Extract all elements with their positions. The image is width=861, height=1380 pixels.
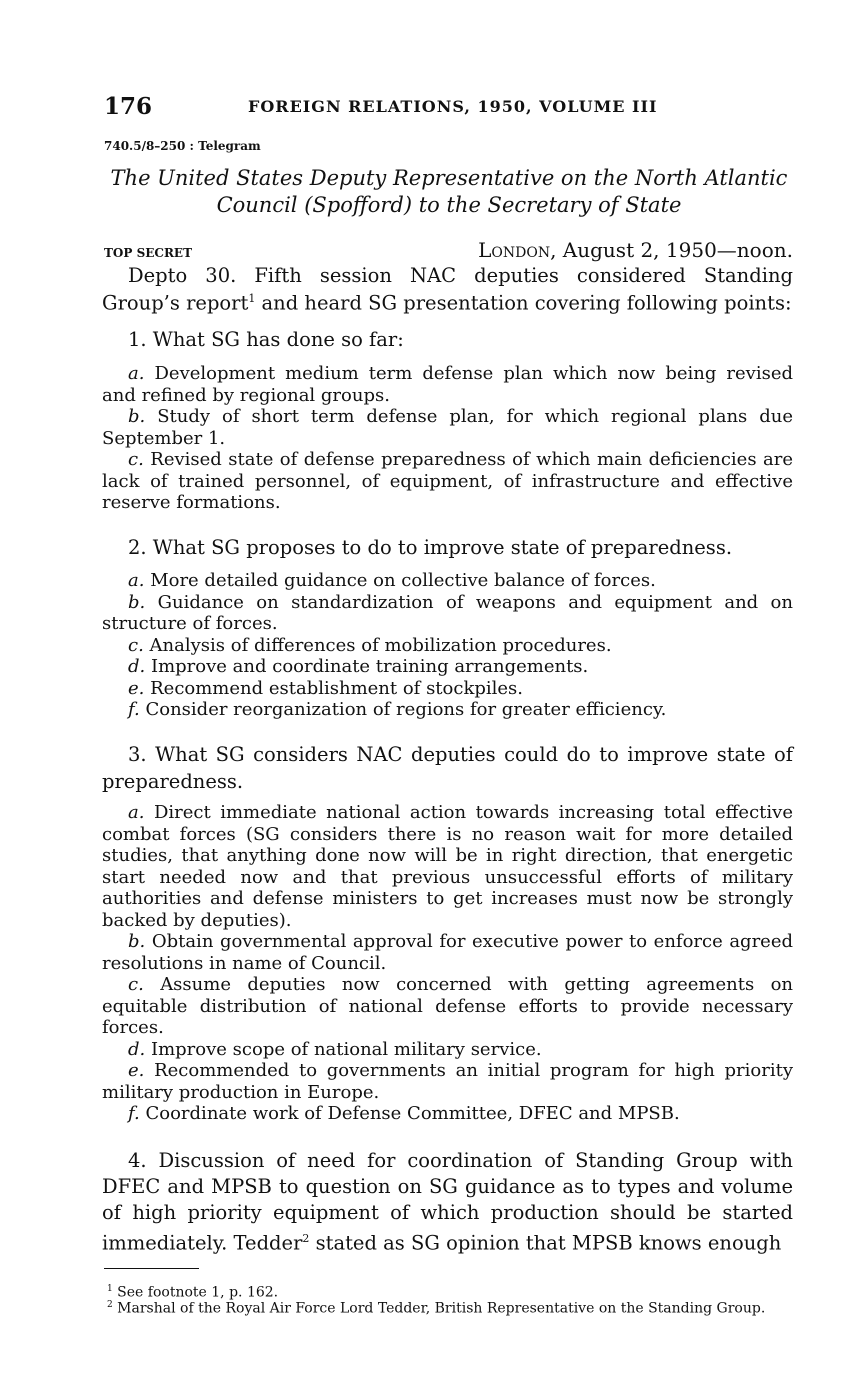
footnote-divider [104,1268,199,1269]
classification-label: TOP SECRET [104,246,192,260]
list-item: d. Improve scope of national military service. [128,1038,542,1060]
list-item: b. Obtain governmental approval for executive power to enforce agreed resolutions in name of Council. [102,931,793,974]
section-3-heading: 3. What SG considers NAC deputies could do to improve state of preparedness. [102,743,793,793]
list-item: c. Assume deputies now concerned with getting agreements on equitable distribution of national defense efforts to provide necessary forces. [102,974,794,1038]
list-item: f. Consider reorganization of regions for greater efficiency. [128,699,667,720]
running-title: FOREIGN RELATIONS, 1950, VOLUME III [248,97,658,116]
list-item: c. Analysis of differences of mobilization procedures. [128,634,612,656]
footnote-1: $^1$ See footnote 1, p. 162. [107,1284,279,1301]
intro-text-a: Depto 30. Fifth session NAC deputies considered Standing Group’s report [102,264,793,315]
footnote-ref-2: 2 [302,1232,310,1245]
section-2-list [102,570,793,721]
file-reference: 740.5/8–250 : Telegram [104,139,261,153]
document-heading-line-2: Council (Spofford) to the Secretary of State [216,193,682,217]
list-item: d. Improve and coordinate training arrangements. [128,656,589,677]
intro-text-b: and heard SG presentation covering following points: [255,291,792,315]
dateline-place: London [478,238,551,262]
list-item: a. Development medium term defense plan which now being revised and refined by regional groups. [102,363,793,406]
list-item: a. Direct immediate national action towards increasing total effective combat forces (SG considers there is no reason wait for more detailed studies, that anything done now will be in right direction, that energetic start needed now and that previous unsuccessful efforts of military authorities and defense ministers to get increases must now be strongly backed by deputies). [102,802,793,931]
section-3-list [102,802,793,1125]
section-4-text-a: 4. Discussion of need for coordination of Standing Group with DFEC and MPSB to question on SG guidance as to types and volume of high priority equipment of which production should be started immediately. Tedder [102,1149,793,1255]
dateline-date: , August 2, 1950—noon. [550,238,793,262]
document-heading-line-1: The United States Deputy Representative on the North Atlantic [110,166,788,190]
section-1-list [102,363,793,514]
section-1-heading: 1. What SG has done so far: [128,328,404,351]
section-4-paragraph [102,1148,793,1257]
list-item: e. Recommended to governments an initial program for high priority military production in Europe. [102,1060,793,1103]
list-item: e. Recommend establishment of stockpiles. [128,677,524,699]
intro-paragraph [102,264,793,315]
footnote-ref-1: 1 [248,292,256,305]
dateline [478,238,793,262]
page-number: 176 [104,93,153,120]
list-item: c. Revised state of defense preparedness of which main deficiencies are lack of trained personnel, of equipment, of infrastructure and effective reserve formations. [102,449,793,513]
footnote-2: $^2$ Marshal of the Royal Air Force Lord Tedder, British Representative on the Standing Group. [107,1300,766,1317]
section-2-heading: 2. What SG proposes to do to improve state of preparedness. [128,536,733,559]
section-4-text-b: stated as SG opinion that MPSB knows enough [309,1231,782,1255]
list-item: a. More detailed guidance on collective balance of forces. [128,570,656,591]
list-item: b. Study of short term defense plan, for which regional plans due September 1. [102,406,793,449]
list-item: f. Coordinate work of Defense Committee, DFEC and MPSB. [128,1103,680,1124]
list-item: b. Guidance on standardization of weapons and equipment and on structure of forces. [102,591,793,634]
